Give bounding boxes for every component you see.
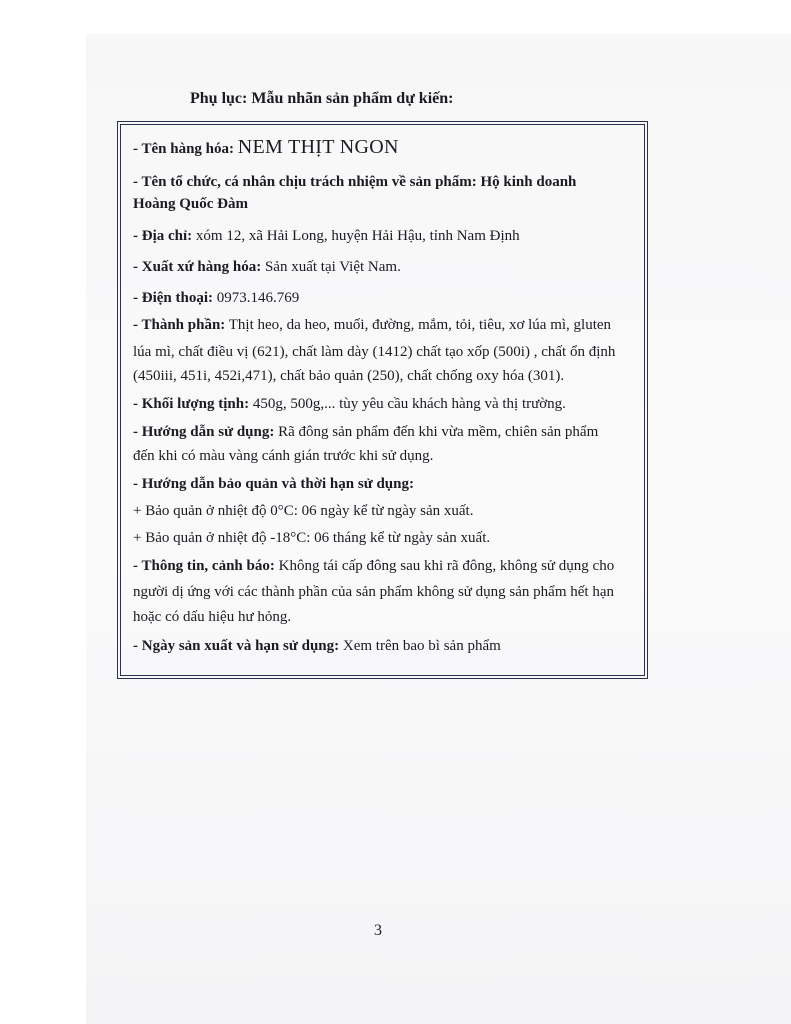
storage-key: - Hướng dẫn bảo quản và thời hạn sử dụng: — [133, 476, 414, 492]
origin-key: - Xuất xứ hàng hóa: — [133, 259, 262, 275]
usage-value-1: Rã đông sản phẩm đến khi vừa mềm, chiên sản phẩm — [278, 424, 599, 440]
storage-line-2 — [133, 527, 490, 549]
usage-line-2 — [133, 445, 433, 467]
ingredients-value-3: (450iii, 451i, 452i,471), chất bảo quản (250), chất chống oxy hóa (301). — [133, 368, 565, 384]
ingredients-value-1: Thịt heo, da heo, muối, đường, mắm, tỏi, tiêu, xơ lúa mì, gluten — [228, 317, 612, 333]
phone-line — [133, 287, 299, 309]
warning-value-2: người dị ứng với các thành phần của sản phẩm không sử dụng sản phẩm hết hạn — [133, 584, 614, 600]
address-line — [133, 225, 520, 247]
page-number: 3 — [374, 922, 382, 939]
warning-line-3 — [133, 606, 291, 628]
organization-line-2 — [133, 193, 248, 215]
ingredients-line-1 — [133, 314, 611, 336]
dates-value: Xem trên bao bì sản phẩm — [342, 638, 501, 654]
storage-heading-line — [133, 473, 414, 495]
product-name-value: NEM THỊT NGON — [237, 136, 399, 158]
usage-line-1 — [133, 421, 598, 443]
appendix-heading: Phụ lục: Mẫu nhãn sản phẩm dự kiến: — [190, 90, 454, 107]
dates-line — [133, 635, 501, 657]
storage-value-1: + Bảo quản ở nhiệt độ 0°C: 06 ngày kể từ ngày sản xuất. — [133, 503, 474, 519]
warning-key: - Thông tin, cảnh báo: — [133, 558, 275, 574]
warning-line-2 — [133, 581, 614, 603]
product-name-key: - Tên hàng hóa: — [133, 141, 235, 157]
product-name-line — [133, 136, 399, 160]
address-key: - Địa chỉ: — [133, 228, 193, 244]
ingredients-key: - Thành phần: — [133, 317, 226, 333]
address-value: xóm 12, xã Hải Long, huyện Hải Hậu, tỉnh Nam Định — [195, 228, 520, 244]
net-weight-key: - Khối lượng tịnh: — [133, 396, 250, 412]
organization-value-1: Hộ kinh doanh — [480, 174, 577, 190]
phone-key: - Điện thoại: — [133, 290, 213, 306]
organization-key: - Tên tổ chức, cá nhân chịu trách nhiệm về sản phẩm: — [133, 174, 477, 190]
warning-line-1 — [133, 555, 614, 577]
net-weight-line — [133, 393, 566, 415]
phone-value: 0973.146.769 — [216, 290, 300, 306]
organization-value-2: Hoàng Quốc Đàm — [133, 196, 249, 212]
ingredients-line-3 — [133, 365, 564, 387]
warning-value-1: Không tái cấp đông sau khi rã đông, không sử dụng cho — [278, 558, 615, 574]
dates-key: - Ngày sản xuất và hạn sử dụng: — [133, 638, 340, 654]
storage-line-1 — [133, 500, 473, 522]
origin-line — [133, 256, 401, 278]
usage-key: - Hướng dẫn sử dụng: — [133, 424, 275, 440]
net-weight-value: 450g, 500g,... tùy yêu cầu khách hàng và thị trường. — [252, 396, 566, 412]
organization-line — [133, 171, 576, 193]
warning-value-3: hoặc có dấu hiệu hư hỏng. — [133, 609, 292, 625]
storage-value-2: + Bảo quản ở nhiệt độ -18°C: 06 tháng kể từ ngày sản xuất. — [133, 530, 491, 546]
ingredients-value-2: lúa mì, chất điều vị (621), chất làm dày (1412) chất tạo xốp (500i) , chất ổn định — [133, 344, 616, 360]
usage-value-2: đến khi có màu vàng cánh gián trước khi sử dụng. — [133, 448, 434, 464]
origin-value: Sản xuất tại Việt Nam. — [264, 259, 401, 275]
product-label-box — [117, 121, 648, 679]
ingredients-line-2 — [133, 341, 615, 363]
